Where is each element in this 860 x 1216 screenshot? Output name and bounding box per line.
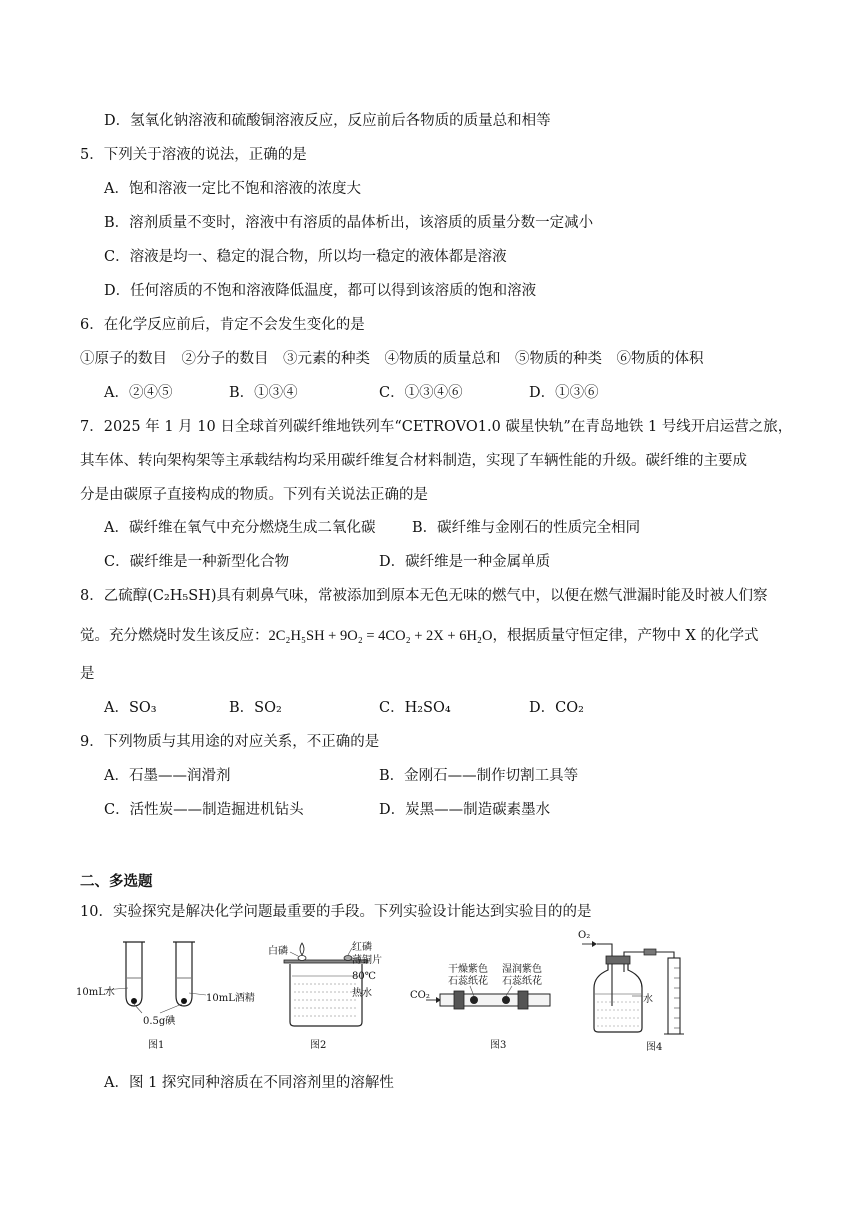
- fig3-label-wet-1: 湿润紫色: [502, 964, 542, 975]
- q5-option-a: A．饱和溶液一定比不饱和溶液的浓度大: [104, 181, 361, 197]
- figure-3: [410, 960, 560, 1050]
- fig4-label-water: 水: [643, 994, 653, 1005]
- q10-stem: 10．实验探究是解决化学问题最重要的手段。下列实验设计能达到实验目的的是: [80, 904, 592, 920]
- fig1-label-alcohol: 10mL酒精: [206, 993, 255, 1004]
- q7-option-a: A．碳纤维在氧气中充分燃烧生成二氧化碳: [104, 520, 376, 536]
- q5-option-d: D．任何溶质的不饱和溶液降低温度，都可以得到该溶质的饱和溶液: [104, 283, 537, 299]
- section-title: 二、多选题: [80, 874, 153, 890]
- q8-line-2-post: ，根据质量守恒定律，产物中 X 的化学式: [492, 628, 759, 644]
- q7-line-2: 其车体、转向架构架等主承载结构均采用碳纤维复合材料制造，实现了车辆性能的升级。碳纤维的主要成: [80, 453, 747, 469]
- fig3-label-dry-2: 石蕊纸花: [448, 976, 488, 987]
- q5-stem: 5．下列关于溶液的说法，正确的是: [80, 147, 307, 163]
- fig4-label-o2: O₂: [578, 930, 591, 941]
- q5-option-b: B．溶剂质量不变时，溶液中有溶质的晶体析出，该溶质的质量分数一定减小: [104, 215, 594, 231]
- q9-option-d: D．炭黑——制造碳素墨水: [379, 802, 551, 818]
- q9-option-c: C．活性炭——制造掘进机钻头: [104, 802, 304, 818]
- q9-option-b: B．金刚石——制作切割工具等: [379, 768, 579, 784]
- fig4-caption: 图4: [646, 1042, 663, 1053]
- q7-line-1: 7．2025 年 1 月 10 日全球首列碳纤维地铁列车“CETROVO1.0 碳星快轨”在青岛地铁 1 号线开启运营之旅，: [80, 419, 793, 435]
- fig2-label-red-phosphorus: 红磷: [352, 942, 372, 953]
- q7-option-b: B．碳纤维与金刚石的性质完全相同: [412, 520, 641, 536]
- q7-line-3: 分是由碳原子直接构成的物质。下列有关说法正确的是: [80, 487, 428, 503]
- fig3-label-dry-1: 干燥紫色: [448, 964, 488, 975]
- q8-option-b: B．SO₂: [229, 700, 282, 716]
- fig1-label-iodine: 0.5g碘: [143, 1016, 176, 1027]
- q6-option-c: C．①③④⑥: [379, 385, 463, 401]
- fig3-caption: 图3: [490, 1040, 507, 1051]
- q7-option-c: C．碳纤维是一种新型化合物: [104, 554, 290, 570]
- q6-option-a: A．②④⑤: [104, 385, 173, 401]
- q8-line-1: 8．乙硫醇(C₂H₅SH)具有刺鼻气味，常被添加到原本无色无味的燃气中，以便在燃气泄漏时能及时被人们察: [80, 588, 768, 604]
- fig2-label-copper-sheet: 薄铜片: [352, 955, 382, 966]
- q9-stem: 9．下列物质与其用途的对应关系，不正确的是: [80, 734, 380, 750]
- q8-option-a: A．SO₃: [104, 700, 157, 716]
- q7-option-d: D．碳纤维是一种金属单质: [379, 554, 551, 570]
- fig2-label-white-phosphorus: 白磷: [268, 946, 288, 957]
- q8-line-3: 是: [80, 666, 95, 682]
- figure-4: [572, 930, 692, 1053]
- q6-items: ①原子的数目 ②分子的数目 ③元素的种类 ④物质的质量总和 ⑤物质的种类 ⑥物质的体积: [80, 351, 704, 367]
- q8-equation: 2C₂H₅SH + 9O₂ = 4CO₂ + 2X + 6H₂O: [268, 628, 493, 644]
- q6-option-b: B．①③④: [229, 385, 298, 401]
- q10-option-a: A．图 1 探究同种溶质在不同溶剂里的溶解性: [104, 1075, 394, 1091]
- fig3-label-wet-2: 石蕊纸花: [502, 976, 542, 987]
- fig2-label-hot-water: 热水: [352, 988, 372, 999]
- fig1-label-water: 10mL水: [76, 987, 115, 998]
- fig2-caption: 图2: [310, 1040, 327, 1051]
- fig3-label-co2: CO₂: [410, 990, 430, 1001]
- q4-option-d: D．氢氧化钠溶液和硫酸铜溶液反应，反应前后各物质的质量总和相等: [104, 113, 551, 129]
- q9-option-a: A．石墨——润滑剂: [104, 768, 231, 784]
- q8-line-2-pre: 觉。充分燃烧时发生该反应：: [80, 628, 269, 644]
- figure-2: [268, 938, 388, 1050]
- figure-4-drawing: [572, 932, 692, 1050]
- q6-option-d: D．①③⑥: [529, 385, 599, 401]
- q6-stem: 6．在化学反应前后，肯定不会发生变化的是: [80, 317, 365, 333]
- fig2-label-temperature: 80℃: [352, 971, 376, 982]
- q8-line-2: [80, 626, 759, 646]
- q8-option-d: D．CO₂: [529, 700, 584, 716]
- figure-1: [76, 938, 255, 1051]
- q5-option-c: C．溶液是均一、稳定的混合物，所以均一稳定的液体都是溶液: [104, 249, 507, 265]
- fig1-caption: 图1: [148, 1040, 165, 1051]
- q8-option-c: C．H₂SO₄: [379, 700, 451, 716]
